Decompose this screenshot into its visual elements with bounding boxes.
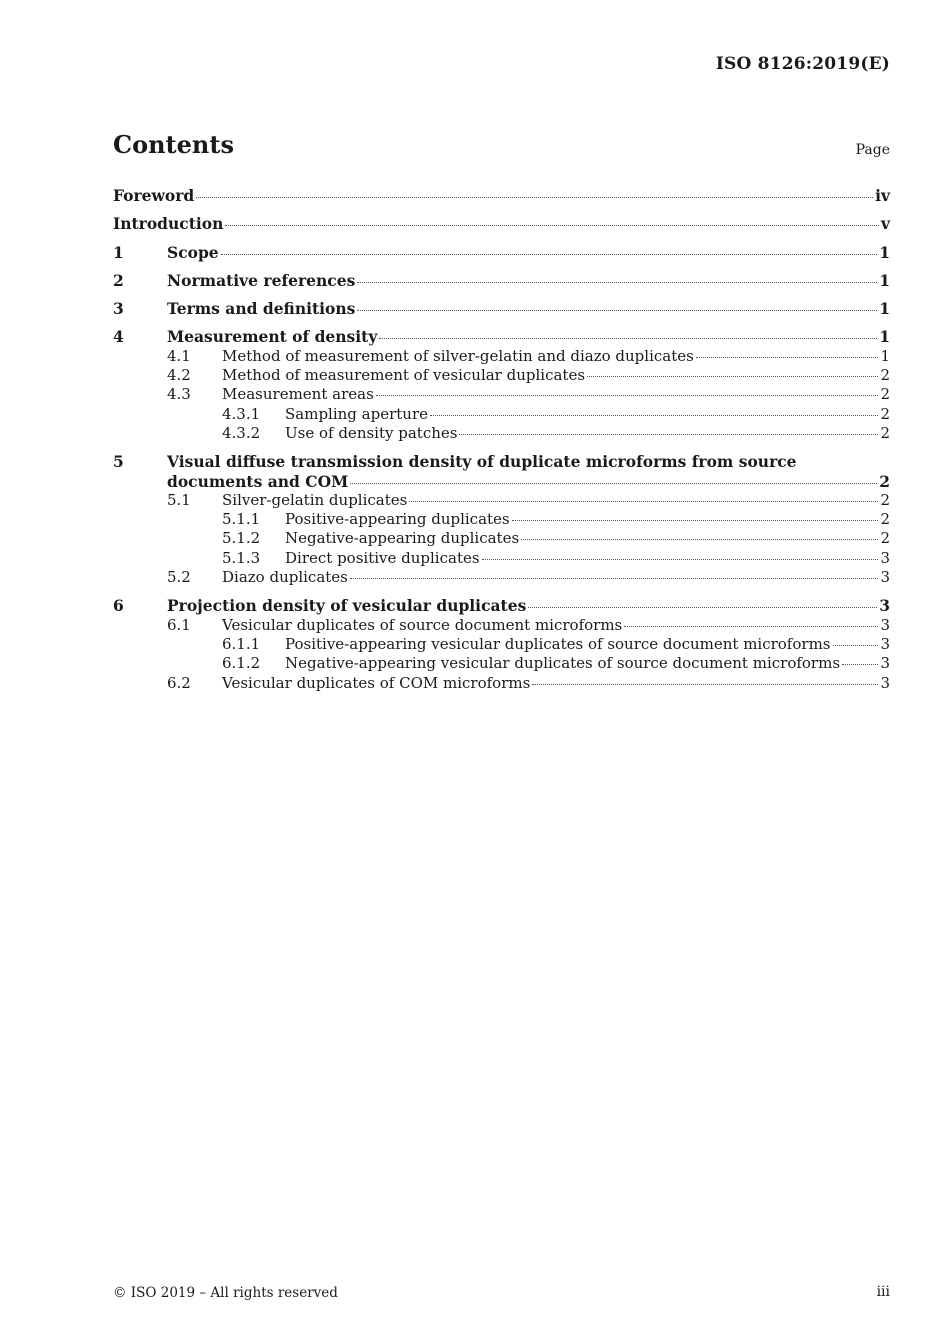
toc-entry-number: 4.1 xyxy=(167,346,191,365)
toc-entry[interactable] xyxy=(113,366,890,385)
dot-leader xyxy=(221,253,878,255)
dot-leader xyxy=(196,196,873,198)
toc-entry-title-continued: documents and COM xyxy=(167,471,349,491)
toc-entry[interactable] xyxy=(113,510,890,529)
toc-entry[interactable] xyxy=(113,214,890,233)
dot-leader xyxy=(357,309,877,311)
dot-leader xyxy=(521,538,878,540)
page-number: iii xyxy=(876,1284,890,1300)
toc-entry[interactable] xyxy=(113,654,890,673)
toc-entry-number: 6.1.1 xyxy=(222,634,261,653)
toc-entry-title: Use of density patches xyxy=(285,423,458,442)
dot-leader xyxy=(376,394,879,396)
toc-entry-page: 3 xyxy=(880,548,890,567)
toc-entry-title: Diazo duplicates xyxy=(222,568,348,587)
toc-entry-title: Vesicular duplicates of source document microforms xyxy=(222,615,623,634)
toc-entry-number: 4.2 xyxy=(167,366,191,385)
document-id: ISO 8126:2019(E) xyxy=(715,54,890,74)
dot-leader xyxy=(357,281,877,283)
toc-entry-page: 1 xyxy=(879,270,890,290)
toc-entry-page: 3 xyxy=(879,596,890,616)
toc-entry[interactable] xyxy=(113,568,890,587)
dot-leader xyxy=(532,683,878,685)
toc-entry-title: Positive-appearing duplicates xyxy=(285,510,510,529)
toc-entry-page: 2 xyxy=(880,423,890,442)
dot-leader xyxy=(430,414,878,416)
toc-entry[interactable] xyxy=(113,616,890,635)
toc-entry-number: 2 xyxy=(113,270,124,290)
dot-leader xyxy=(587,375,878,377)
dot-leader xyxy=(350,577,879,579)
toc-entry-page: 1 xyxy=(879,242,890,262)
toc-entry[interactable] xyxy=(113,405,890,424)
toc-entry[interactable] xyxy=(113,299,890,318)
toc-entry-number: 4.3.2 xyxy=(222,423,261,442)
toc-entry-title: Negative-appearing vesicular duplicates of source document microforms xyxy=(285,654,841,673)
toc-entry-page: 1 xyxy=(879,327,890,347)
toc-entry-page: 1 xyxy=(880,346,890,365)
toc-entry-number: 5.1.1 xyxy=(222,510,261,529)
toc-entry[interactable] xyxy=(113,327,890,346)
toc-entry-number: 5.1.2 xyxy=(222,529,261,548)
toc-entry-number: 5.2 xyxy=(167,568,191,587)
toc-entry-page: 1 xyxy=(879,299,890,319)
toc-entry-number: 5.1 xyxy=(167,490,191,509)
toc-entry[interactable] xyxy=(113,674,890,693)
toc-entry-number: 6.2 xyxy=(167,673,191,692)
dot-leader xyxy=(409,500,878,502)
toc-entry-number: 4 xyxy=(113,327,124,347)
toc-entry-page: 2 xyxy=(879,471,890,491)
toc-entry-number: 5.1.3 xyxy=(222,548,261,567)
toc-entry-page: 3 xyxy=(880,615,890,634)
toc-entry[interactable] xyxy=(113,186,890,205)
toc-entry-number: 4.3 xyxy=(167,385,191,404)
toc-entry-page: 3 xyxy=(880,673,890,692)
toc-entry[interactable] xyxy=(113,452,890,471)
toc-entry-title: Visual diffuse transmission density of duplicate microforms from source xyxy=(167,452,797,472)
toc-entry[interactable] xyxy=(113,635,890,654)
toc-entry-title: Measurement areas xyxy=(222,385,374,404)
dot-leader xyxy=(512,519,879,521)
dot-leader xyxy=(833,644,879,646)
toc-entry-number: 6 xyxy=(113,596,124,616)
toc-entry-title: Method of measurement of silver-gelatin and diazo duplicates xyxy=(222,346,694,365)
toc-entry-title: Silver-gelatin duplicates xyxy=(222,490,408,509)
toc-entry-number: 6.1.2 xyxy=(222,654,261,673)
toc-entry[interactable] xyxy=(113,243,890,262)
toc-entry[interactable] xyxy=(113,549,890,568)
toc-entry-title: Introduction xyxy=(113,214,224,234)
toc-entry-title: Negative-appearing duplicates xyxy=(285,529,520,548)
toc-entry[interactable] xyxy=(113,529,890,548)
toc-entry[interactable] xyxy=(113,472,890,491)
toc-entry-number: 3 xyxy=(113,299,124,319)
dot-leader xyxy=(482,558,879,560)
dot-leader xyxy=(624,625,878,627)
toc-entry-title: Direct positive duplicates xyxy=(285,548,480,567)
toc-entry-page: 3 xyxy=(880,634,890,653)
toc-entry-title: Vesicular duplicates of COM microforms xyxy=(222,673,531,692)
toc-entry-title: Terms and definitions xyxy=(167,299,356,319)
dot-leader xyxy=(528,606,877,608)
toc-entry-title: Sampling aperture xyxy=(285,404,428,423)
dot-leader xyxy=(225,224,879,226)
toc-entry-title: Scope xyxy=(167,242,219,262)
toc-entry-page: 2 xyxy=(880,490,890,509)
toc-entry-title: Foreword xyxy=(113,186,195,205)
toc-entry-number: 6.1 xyxy=(167,615,191,634)
toc-entry-number: 5 xyxy=(113,452,124,472)
toc-entry-page: 2 xyxy=(880,385,890,404)
toc-entry-page: 3 xyxy=(880,654,890,673)
table-of-contents xyxy=(113,186,890,693)
toc-entry-title: Measurement of density xyxy=(167,327,378,347)
toc-entry-page: 2 xyxy=(880,404,890,423)
toc-entry[interactable] xyxy=(113,596,890,615)
toc-entry-title: Positive-appearing vesicular duplicates of source document microforms xyxy=(285,634,831,653)
toc-entry-title: Method of measurement of vesicular duplicates xyxy=(222,366,586,385)
toc-entry[interactable] xyxy=(113,271,890,290)
toc-entry-title: Normative references xyxy=(167,270,356,290)
toc-entry-page: iv xyxy=(875,186,890,205)
dot-leader xyxy=(696,356,879,358)
toc-entry-page: 3 xyxy=(880,568,890,587)
page-column-label: Page xyxy=(855,142,890,158)
dot-leader xyxy=(350,482,877,484)
toc-entry-number: 1 xyxy=(113,242,124,262)
dot-leader xyxy=(459,433,878,435)
toc-entry-page: 2 xyxy=(880,366,890,385)
copyright-notice: © ISO 2019 – All rights reserved xyxy=(113,1285,338,1301)
toc-entry-title: Projection density of vesicular duplicates xyxy=(167,596,527,616)
toc-entry[interactable] xyxy=(113,424,890,443)
contents-heading: Contents xyxy=(113,130,234,159)
toc-entry[interactable] xyxy=(113,385,890,404)
dot-leader xyxy=(379,337,877,339)
toc-entry[interactable] xyxy=(113,491,890,510)
dot-leader xyxy=(842,663,878,665)
toc-entry-page: 2 xyxy=(880,529,890,548)
toc-entry-number: 4.3.1 xyxy=(222,404,261,423)
toc-entry-page: v xyxy=(880,214,890,234)
toc-entry-page: 2 xyxy=(880,510,890,529)
toc-entry[interactable] xyxy=(113,347,890,366)
